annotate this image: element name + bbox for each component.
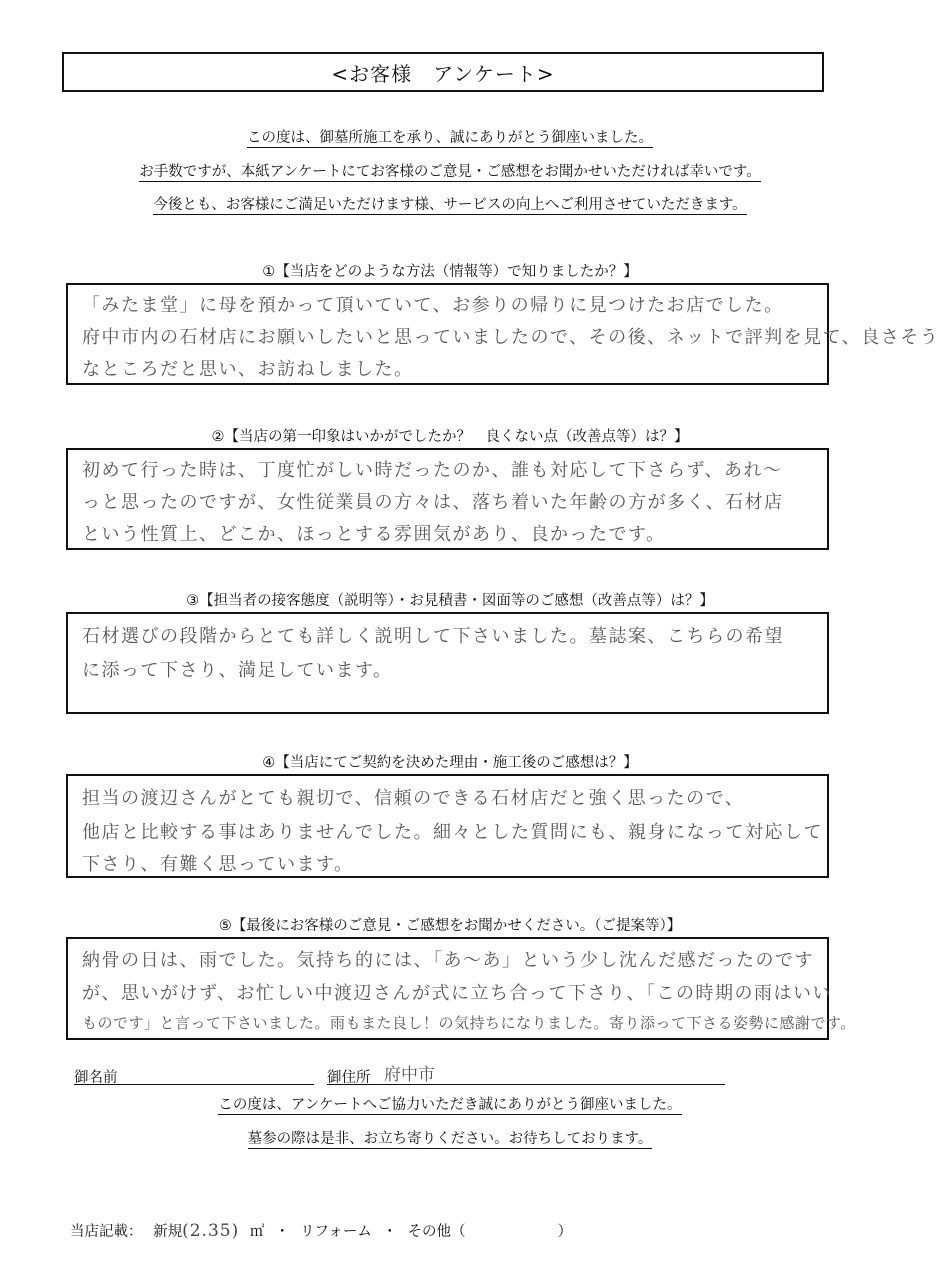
answer-3-line-1: 石材選びの段階からとても詳しく説明して下さいました。墓誌案、こちらの希望 — [82, 626, 784, 647]
answer-2-line-3: という性質上、どこか、ほっとする雰囲気があり、良かったです。 — [82, 524, 666, 545]
answer-4-line-1: 担当の渡辺さんがとても親切で、信頼のできる石材店だと強く思ったので、 — [82, 788, 745, 809]
address-value[interactable]: 府中市 — [384, 1065, 435, 1085]
answer-5-line-2: が、思いがけず、お忙しい中渡辺さんが式に立ち合って下さり、「この時期の雨はいい — [82, 983, 833, 1004]
closing-line-1: この度は、アンケートへご協力いただき誠にありがとう御座いました。 — [218, 1097, 682, 1113]
intro-line-2: お手数ですが、本紙アンケートにてお客様のご意見・ご感想をお聞かせいただければ幸いです。 — [139, 164, 761, 180]
address-underline — [327, 1084, 725, 1085]
question-4-label: ④【当店にてご契約を決めた理由・施工後のご感想は？】 — [262, 755, 638, 771]
intro-line-1: この度は、御墓所施工を承り、誠にありがとう御座いました。 — [247, 130, 653, 146]
question-1-answer-box[interactable] — [66, 283, 939, 385]
answer-1-line-3: なところだと思い、お訪ねしました。 — [82, 359, 414, 380]
question-3-label: ③【担当者の接客態度（説明等）・お見積書・図面等のご感想（改善点等）は？】 — [186, 593, 714, 609]
answer-1-line-2: 府中市内の石材店にお願いしたいと思っていましたので、その後、ネットで評判を見て、良さそう — [82, 327, 939, 348]
separator-2: ・ — [382, 1224, 397, 1240]
answer-3-line-2: に添って下さり、満足しています。 — [82, 660, 393, 681]
name-label: 御名前 — [74, 1070, 118, 1086]
question-5-answer-box[interactable] — [66, 937, 856, 1040]
address-label: 御住所 — [327, 1070, 371, 1086]
page-title — [62, 52, 824, 92]
area-unit: ㎡ — [249, 1224, 265, 1240]
answer-5-line-3: ものです」と言って下さいました。雨もまた良し！の気持ちになりました。寄り添って下さる姿勢に感謝です。 — [82, 1014, 856, 1032]
question-2-answer-box[interactable] — [66, 448, 829, 550]
new-label: 新規 — [153, 1224, 183, 1240]
other-option[interactable]: その他（ — [407, 1224, 466, 1240]
closing-line-2: 墓参の際は是非、お立ち寄りください。お待ちしております。 — [247, 1131, 653, 1147]
answer-5-line-1: 納骨の日は、雨でした。気持ち的には、「あ〜あ」という少し沈んだ感だったのです — [82, 950, 814, 971]
reform-option[interactable]: リフォーム — [300, 1224, 372, 1240]
store-entry-row — [70, 1220, 572, 1241]
answer-2-line-2: っと思ったのですが、女性従業員の方々は、落ち着いた年齢の方が多く、石材店 — [82, 492, 784, 513]
intro-line-3: 今後とも、お客様にご満足いただけます様、サービスの向上へご利用させていただきます。 — [153, 197, 747, 213]
answer-4-line-3: 下さり、有難く思っています。 — [82, 854, 354, 875]
separator-1: ・ — [274, 1224, 290, 1240]
other-close-paren: ） — [557, 1224, 573, 1240]
question-1-label: ①【当店をどのような方法（情報等）で知りましたか？】 — [262, 264, 638, 280]
answer-1-line-1: 「みたま堂」に母を預かって頂いていて、お参りの帰りに見つけたお店でした。 — [82, 295, 784, 316]
question-4-answer-box[interactable] — [66, 774, 829, 878]
page-title-text: <お客様 アンケート> — [331, 61, 555, 86]
answer-4-line-2: 他店と比較する事はありませんでした。細々とした質問にも、親身になって対応して — [82, 822, 823, 843]
name-underline — [74, 1084, 314, 1085]
answer-2-line-1: 初めて行った時は、丁度忙がしい時だったのか、誰も対応して下さらず、あれ〜 — [82, 460, 783, 481]
store-entry-label: 当店記載： — [70, 1224, 143, 1240]
new-area-value[interactable]: (2.35) — [182, 1221, 240, 1241]
question-5-label: ⑤【最後にお客様のご意見・ご感想をお聞かせください。（ご提案等）】 — [218, 918, 682, 934]
question-2-label: ②【当店の第一印象はいかがでしたか？ 良くない点（改善点等）は？】 — [211, 429, 689, 445]
question-3-answer-box[interactable] — [66, 612, 829, 714]
